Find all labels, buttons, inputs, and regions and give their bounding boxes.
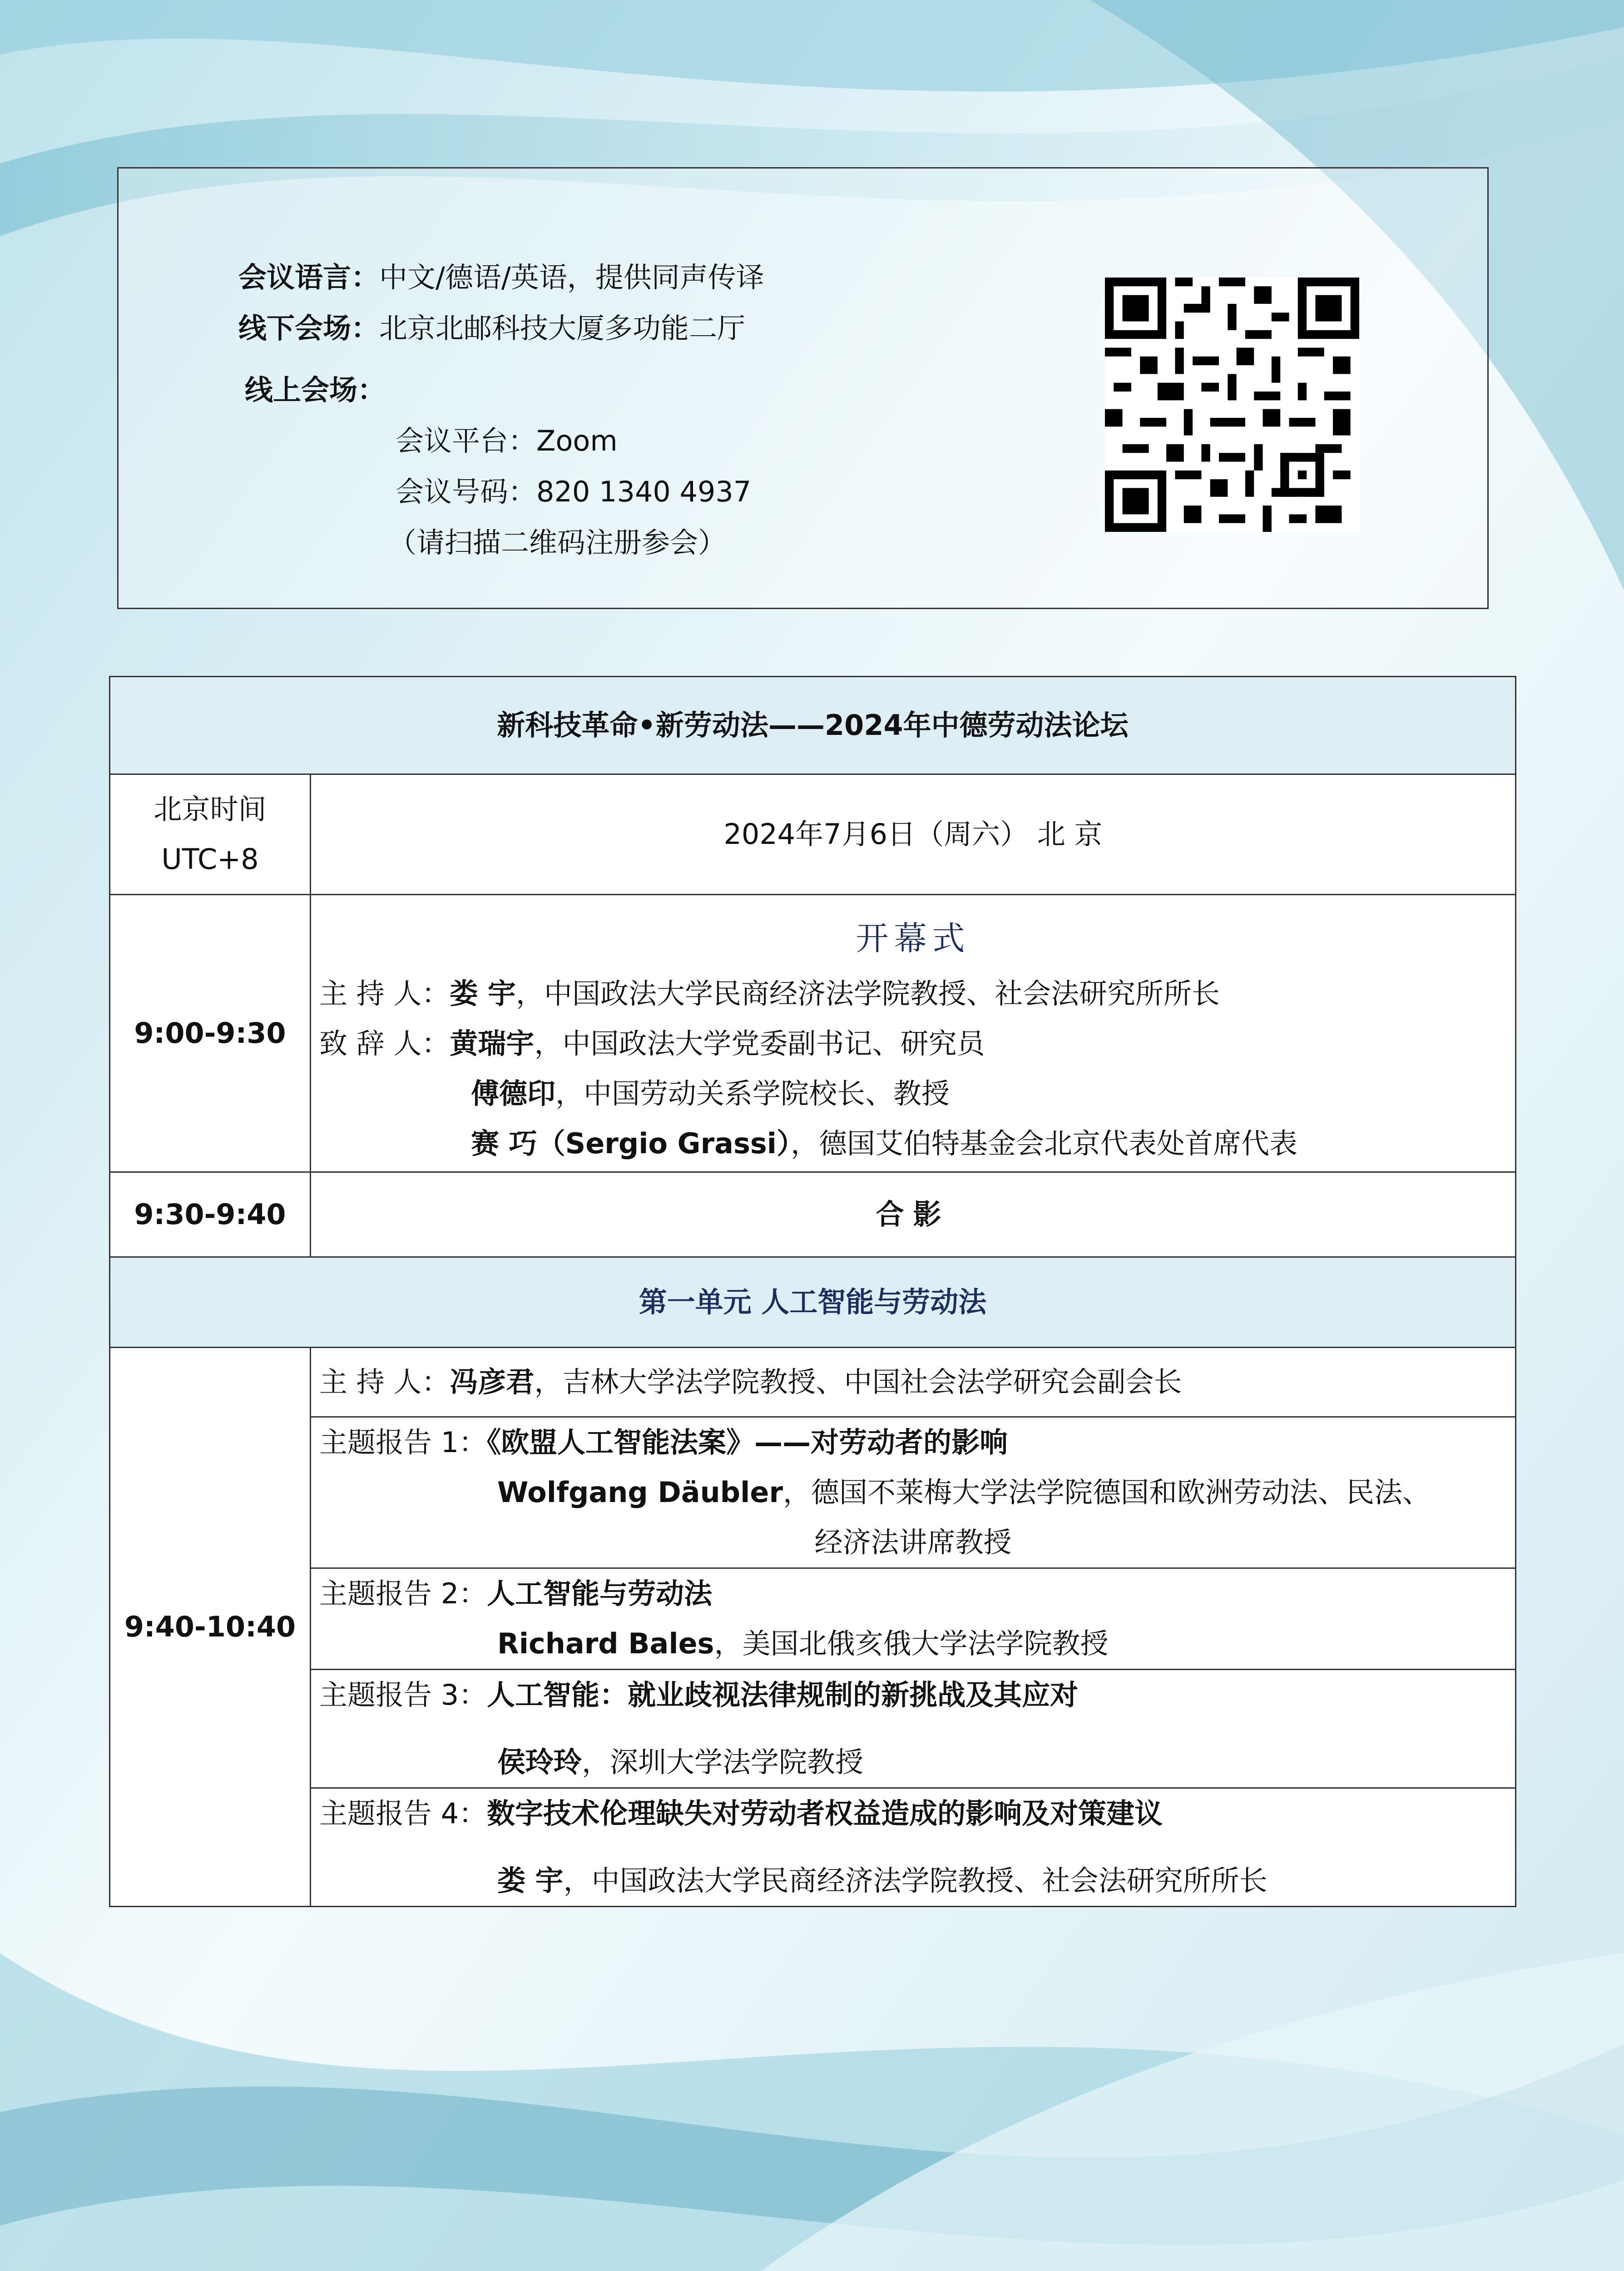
offline-value: 北京北邮科技大厦多功能二厅 <box>379 312 746 345</box>
report-topic: 人工智能：就业歧视法律规制的新挑战及其应对 <box>487 1678 1079 1711</box>
language-line <box>238 259 764 296</box>
offline-venue-line <box>238 310 745 347</box>
table-title-row <box>110 677 1516 774</box>
speaker-line-1 <box>311 1019 1515 1069</box>
report-label: 主题报告 4： <box>319 1797 487 1830</box>
host-label: 主 持 人： <box>319 977 450 1010</box>
forum-schedule-table <box>109 676 1516 1907</box>
report-speaker-line <box>311 1619 1515 1669</box>
report-topic: 《欧盟人工智能法案》——对劳动者的影响 <box>487 1426 1008 1459</box>
online-label: 线上会场： <box>245 373 386 407</box>
time-header-line1: 北京时间 <box>153 793 267 826</box>
unit1-time: 9:40-10:40 <box>110 1348 311 1907</box>
speaker-line-3 <box>311 1119 1515 1169</box>
report-cell <box>311 1670 1516 1788</box>
report-label: 主题报告 1： <box>319 1426 487 1459</box>
report-row-3 <box>110 1670 1516 1788</box>
opening-content <box>311 895 1516 1172</box>
photo-time: 9:30-9:40 <box>110 1172 311 1257</box>
host-desc: ，中国政法大学民商经济法学院教授、社会法研究所所长 <box>516 977 1220 1010</box>
meeting-id-line: 会议号码：820 1340 4937 <box>396 475 752 508</box>
unit1-host-row <box>110 1348 1516 1417</box>
report-row-4 <box>110 1788 1516 1907</box>
forum-title: 新科技革命•新劳动法——2024年中德劳动法论坛 <box>110 677 1516 774</box>
language-label: 会议语言： <box>238 261 380 294</box>
report-speaker: 侯玲玲 <box>497 1745 582 1779</box>
report-cell <box>311 1417 1516 1568</box>
report-desc-continued: 经济法讲席教授 <box>814 1526 1012 1559</box>
scan-note: （请扫描二维码注册参会） <box>388 526 727 559</box>
host-name: 娄 宇 <box>450 977 516 1010</box>
host-desc: ，吉林大学法学院教授、中国社会法学研究会副会长 <box>534 1365 1182 1398</box>
report-row-1 <box>110 1417 1516 1568</box>
time-header-line2: UTC+8 <box>161 843 259 876</box>
photo-row <box>110 1172 1516 1257</box>
report-topic-line <box>311 1670 1515 1720</box>
speaker-desc: ，德国艾伯特基金会北京代表处首席代表 <box>791 1127 1298 1160</box>
report-desc: ，美国北俄亥俄大学法学院教授 <box>714 1627 1109 1660</box>
report-topic-line <box>311 1569 1515 1619</box>
speech-label: 致 辞 人： <box>319 1027 450 1060</box>
report-desc: ，中国政法大学民商经济法学院教授、社会法研究所所长 <box>563 1864 1268 1897</box>
report-speaker-line <box>311 1468 1515 1517</box>
report-topic: 数字技术伦理缺失对劳动者权益造成的影响及对策建议 <box>487 1797 1163 1830</box>
unit1-title-row <box>110 1257 1516 1348</box>
offline-label: 线下会场： <box>238 312 380 345</box>
opening-title: 开幕式 <box>856 919 970 957</box>
report-topic-line <box>311 1789 1515 1839</box>
host-label: 主 持 人： <box>319 1365 450 1398</box>
report-speaker: Richard Bales <box>497 1627 714 1660</box>
report-topic: 人工智能与劳动法 <box>487 1577 713 1610</box>
unit1-title: 第一单元 人工智能与劳动法 <box>110 1257 1516 1348</box>
report-speaker-line <box>311 1737 1515 1787</box>
opening-host-line <box>311 963 1515 1019</box>
report-label: 主题报告 2： <box>319 1577 487 1610</box>
speaker-desc: ，中国劳动关系学院校长、教授 <box>555 1077 950 1110</box>
speaker-desc: ，中国政法大学党委副书记、研究员 <box>534 1027 985 1060</box>
language-value: 中文/德语/英语，提供同声传译 <box>379 261 764 294</box>
report-speaker-line <box>311 1856 1515 1906</box>
opening-row <box>110 895 1516 1172</box>
speaker-name: 赛 巧（Sergio Grassi） <box>471 1127 791 1160</box>
speaker-line-2 <box>311 1069 1515 1119</box>
report-speaker: 娄 宇 <box>497 1864 564 1897</box>
report-cell <box>311 1568 1516 1670</box>
speaker-name: 傅德印 <box>471 1077 556 1110</box>
report-row-2 <box>110 1568 1516 1670</box>
report-speaker: Wolfgang Däubler <box>497 1476 783 1509</box>
date-row <box>110 774 1516 895</box>
time-header <box>110 774 311 895</box>
unit1-host-line <box>311 1357 1515 1407</box>
report-topic-line <box>311 1418 1515 1468</box>
photo-label: 合影 <box>311 1172 1516 1257</box>
opening-time: 9:00-9:30 <box>110 895 311 1172</box>
speaker-name: 黄瑞宇 <box>450 1027 535 1060</box>
registration-qr-code[interactable] <box>1105 278 1359 532</box>
report-cell <box>311 1788 1516 1907</box>
report-desc: ，德国不莱梅大学法学院德国和欧洲劳动法、民法、 <box>783 1476 1431 1509</box>
platform-line: 会议平台：Zoom <box>396 424 618 457</box>
date-cell: 2024年7月6日（周六） 北 京 <box>311 774 1516 895</box>
report-desc: ，深圳大学法学院教授 <box>582 1745 864 1779</box>
unit1-host-cell <box>311 1348 1516 1417</box>
report-label: 主题报告 3： <box>319 1678 487 1711</box>
host-name: 冯彦君 <box>450 1365 535 1398</box>
meeting-info-box <box>117 167 1489 609</box>
